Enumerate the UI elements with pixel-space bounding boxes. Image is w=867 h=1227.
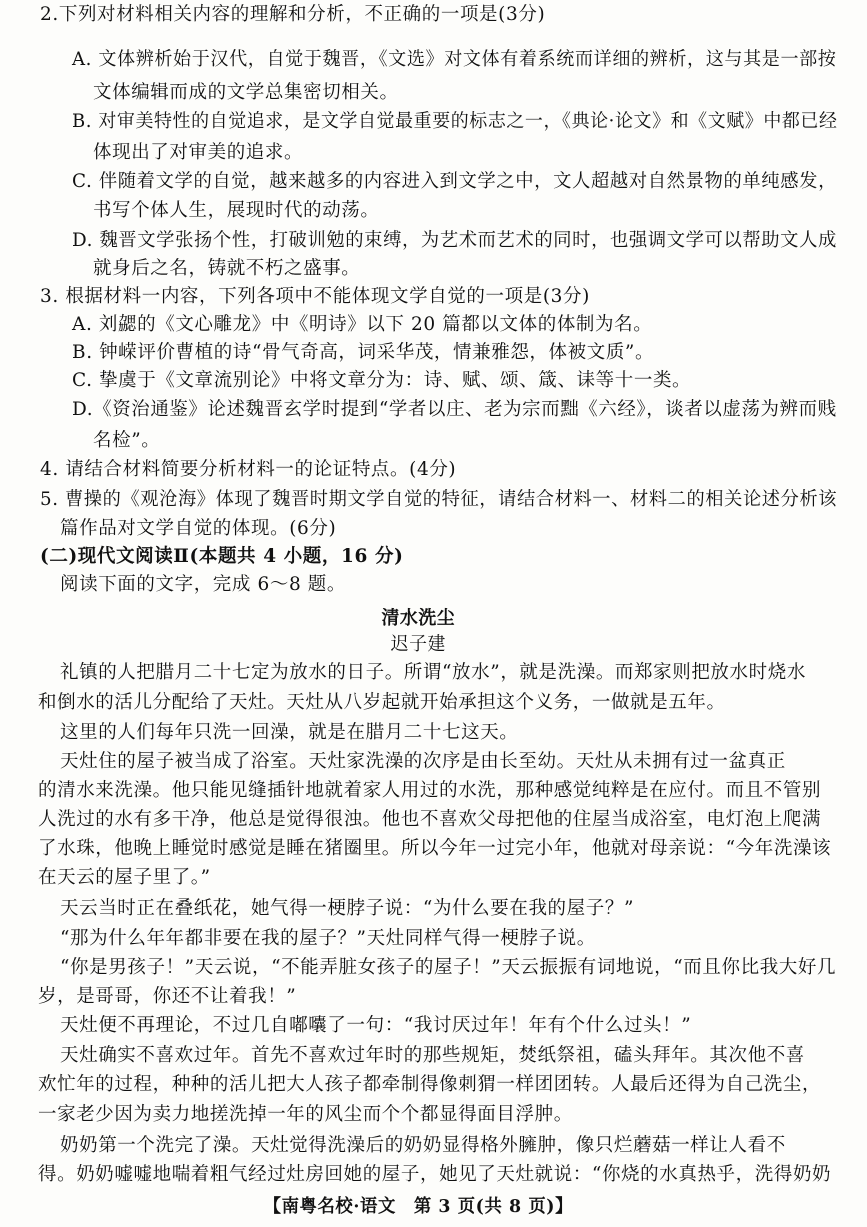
story-author: 迟子建	[390, 634, 446, 655]
text-line: D.《资治通鉴》论述魏晋玄学时提到“学者以庄、老为宗而黜《六经》，谈者以虚荡为辨而贱	[72, 399, 837, 420]
text-line: 欢忙年的过程，种种的活儿把大人孩子都牵制得像刺猬一样团团转。人最后还得为自己洗尘，	[38, 1074, 822, 1095]
text-line: 就身后之名，铸就不朽之盛事。	[93, 258, 361, 279]
text-line: 天灶住的屋子被当成了浴室。天灶家洗澡的次序是由长至幼。天灶从未拥有过一盆真正	[60, 751, 786, 772]
text-line: 人洗过的水有多干净，他总是觉得很浊。他也不喜欢父母把他的住屋当成浴室，电灯泡上爬满	[38, 809, 822, 830]
text-line: 5. 曹操的《观沧海》体现了魏晋时期文学自觉的特征，请结合材料一、材料二的相关论述分析该	[40, 489, 838, 510]
text-line: 在天云的屋子里了。”	[38, 867, 211, 888]
text-line: 天云当时正在叠纸花，她气得一梗脖子说：“为什么要在我的屋子？”	[60, 898, 635, 919]
text-line: 书写个体人生，展现时代的动荡。	[93, 200, 380, 221]
text-line: 3. 根据材料一内容，下列各项中不能体现文学自觉的一项是(3分)	[40, 286, 590, 307]
text-line: 一家老少因为卖力地搓洗掉一年的风尘而个个都显得面目浮肿。	[38, 1104, 573, 1125]
text-line: 这里的人们每年只洗一回澡，就是在腊月二十七这天。	[60, 722, 519, 743]
text-line: B. 钟嵘评价曹植的诗“骨气奇高，词采华茂，情兼雅怨，体被文质”。	[72, 342, 655, 363]
text-line: A. 刘勰的《文心雕龙》中《明诗》以下 20 篇都以文体的体制为名。	[72, 314, 653, 335]
text-line: B. 对审美特性的自觉追求，是文学自觉最重要的标志之一，《典论·论文》和《文赋》中都已经	[72, 111, 838, 132]
text-line: D. 魏晋文学张扬个性，打破训勉的束缚，为艺术而艺术的同时，也强调文学可以帮助文人成	[72, 230, 837, 251]
text-line: 2.下列对材料相关内容的理解和分析，不正确的一项是(3分)	[40, 4, 546, 25]
text-line: 阅读下面的文字，完成 6～8 题。	[60, 574, 347, 595]
text-line: 名检”。	[93, 430, 161, 451]
text-line: 和倒水的活儿分配给了天灶。天灶从八岁起就开始承担这个义务，一做就是五年。	[38, 692, 726, 713]
text-line: 4. 请结合材料简要分析材料一的论证特点。(4分)	[40, 459, 457, 480]
text-line: 天灶确实不喜欢过年。首先不喜欢过年时的那些规矩，焚纸祭祖，磕头拜年。其次他不喜	[60, 1045, 805, 1066]
text-line: 的清水来洗澡。他只能见缝插针地就着家人用过的水洗，那种感觉纯粹是在应付。而且不管别	[38, 780, 822, 801]
text-line: 奶奶第一个洗完了澡。天灶觉得洗澡后的奶奶显得格外臃肿，像只烂蘑菇一样让人看不	[60, 1135, 786, 1156]
text-line: 体现出了对审美的追求。	[93, 142, 304, 163]
text-line: 了水珠，他晚上睡觉时感觉是睡在猪圈里。所以今年一过完小年，他就对母亲说：“今年洗澡该	[38, 838, 832, 859]
text-line: C. 伴随着文学的自觉，越来越多的内容进入到文学之中，文人超越对自然景物的单纯感发，	[72, 171, 838, 192]
story-title: 清水洗尘	[381, 608, 456, 629]
text-line: “你是男孩子！”天云说，“不能弄脏女孩子的屋子！”天云振振有词地说，“而且你比我大好几	[60, 957, 837, 978]
text-line: A. 文体辨析始于汉代，自觉于魏晋，《文选》对文体有着系统而详细的辨析，这与其是一部按	[72, 49, 837, 70]
text-line: “那为什么年年都非要在我的屋子？”天灶同样气得一梗脖子说。	[60, 928, 596, 949]
text-line: 篇作品对文学自觉的体现。(6分)	[60, 518, 337, 539]
text-line: 礼镇的人把腊月二十七定为放水的日子。所谓“放水”，就是洗澡。而郑家则把放水时烧水	[60, 662, 806, 683]
text-line: 文体编辑而成的文学总集密切相关。	[93, 82, 399, 103]
text-line: 得。奶奶嘘嘘地喘着粗气经过灶房回她的屋子，她见了天灶就说：“你烧的水真热乎，洗得奶奶	[38, 1164, 832, 1185]
page-footer: 【南粤名校·语文 第 3 页(共 8 页)】	[263, 1196, 574, 1217]
text-line: 岁，是哥哥，你还不让着我！”	[38, 986, 297, 1007]
text-line: (二)现代文阅读Ⅱ(本题共 4 小题，16 分)	[40, 546, 404, 567]
text-line: C. 挚虞于《文章流别论》中将文章分为：诗、赋、颂、箴、诔等十一类。	[72, 370, 692, 391]
text-line: 天灶便不再理论，不过几自嘟囔了一句：“我讨厌过年！年有个什么过头！”	[60, 1015, 692, 1036]
